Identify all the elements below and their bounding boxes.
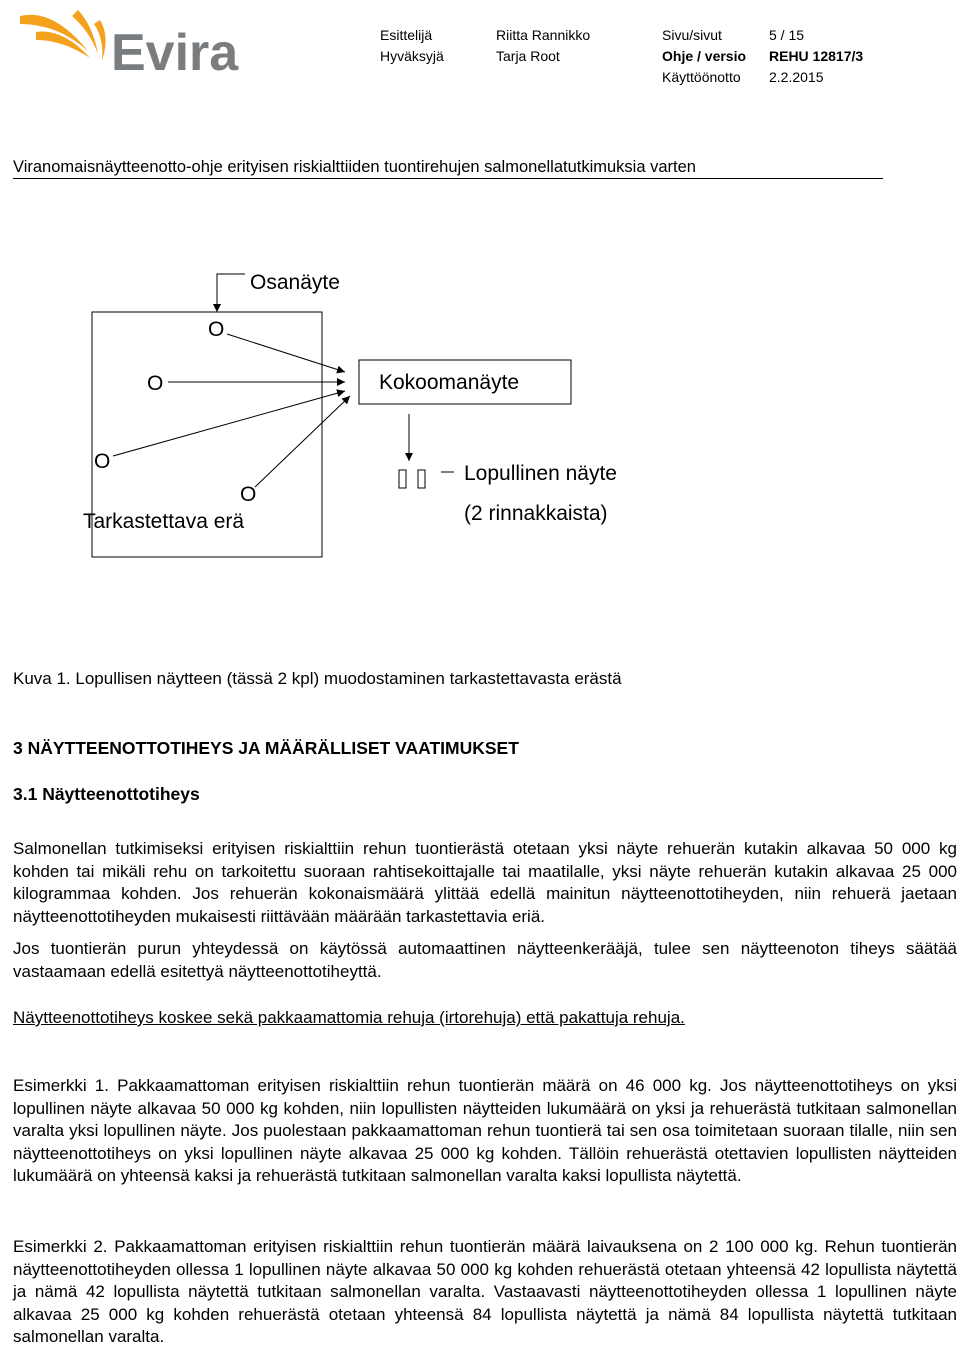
- approver-name: Tarja Root: [496, 48, 560, 64]
- paragraph-scope-note: Näytteenottotiheys koskee sekä pakkaamattomia rehuja (irtorehuja) että pakattuja rehuja.: [13, 1008, 685, 1027]
- figure-caption: Kuva 1. Lopullisen näytteen (tässä 2 kpl) muodostaminen tarkastettavasta erästä: [13, 669, 622, 688]
- page-value: 5 / 15: [769, 27, 805, 43]
- approver-label: Hyväksyjä: [380, 48, 444, 64]
- presenter-label: Esittelijä: [380, 27, 433, 43]
- arrow-sample-3: [113, 391, 345, 456]
- sample-point-2: O: [147, 372, 164, 395]
- label-subsample: Osanäyte: [250, 271, 340, 294]
- logo-text: Evira: [111, 24, 239, 78]
- page-label: Sivu/sivut: [662, 27, 722, 43]
- subsample-pointer: [217, 274, 245, 312]
- paragraph-sampling-density: Salmonellan tutkimiseksi erityisen riskialttiin rehun tuontierästä otetaan yksi näyte rehuerän kutakin alkavaa 50 000 kg kohden tai mikäli rehu on tarkoitettu suoraan rahtisekoittajalle tai maatilalle, yksi näyte rehuerän kutakin alkavaa 25 000 kilogrammaa kohden. Jos rehuerän kokonaismäärä ylittää edellä mainitun näytteenottotiheyden, niin rehuerä jaetaan näytteenottotiheyden mukaisesti riittävään määrään tarkastettavia eriä.: [13, 839, 957, 926]
- document-title: Viranomaisnäytteenotto-ohje erityisen riskialttiiden tuontirehujen salmonellatutkimuksia varten: [13, 158, 696, 176]
- label-lot: Tarkastettava erä: [83, 510, 245, 533]
- paragraph-example-2: Esimerkki 2. Pakkaamattoman erityisen riskialttiin rehun tuontierän määrä laivauksena on 2 100 000 kg. Rehun tuontierän näytteenottotiheyden ollessa 1 lopullinen näyte alkavaa 50 000 kg kohden rehuerästä otetaan yhteensä 42 lopullista näytettä ja nämä 42 lopullista näytettä tutkitaan salmonellan varalta. Vastaavasti näytteenottotiheyden ollessa 1 lopullinen näyte alkavaa 25 000 kg kohden rehuerästä otetaan yhteensä 84 lopullista näytettä ja nämä 84 lopullista näytettä tutkitaan salmonellan varalta.: [13, 1237, 957, 1347]
- sample-point-1: O: [208, 318, 225, 341]
- adoption-value: 2.2.2015: [769, 69, 824, 85]
- arrow-sample-1: [227, 334, 345, 372]
- paragraph-example-1: Esimerkki 1. Pakkaamattoman erityisen riskialttiin rehun tuontierän määrä on 46 000 kg. Jos näytteenottotiheys on yksi lopullinen näyte alkavaa 50 000 kg kohden, niin lopullisten näytteiden lukumäärä on yksi ja rehuerästä tutkitaan salmonellan varalta yksi lopullinen näyte. Jos puolestaan pakkaamattoman rehun tuontierä tai sen osa toimitetaan suoraan tilalle, niin sen näytteenottotiheys on yksi lopullinen näyte alkavaa 25 000 kg kohden. Tällöin rehuerästä otettavien lopullisten näytteiden lukumäärä on yhteensä kaksi ja rehuerästä tutkitaan salmonellan varalta kaksi lopullista näytettä.: [13, 1076, 957, 1186]
- paragraph-automatic-sampler: Jos tuontierän purun yhteydessä on käytössä automaattinen näytteenkerääjä, tulee sen näytteenoton tiheys säätää vastaamaan edellä esitettyä näytteenottotiheyttä.: [13, 939, 957, 981]
- adoption-label: Käyttöönotto: [662, 69, 741, 85]
- arrow-sample-4: [255, 396, 350, 487]
- sample-point-3: O: [94, 450, 111, 473]
- section-heading: 3 NÄYTTEENOTTOTIHEYS JA MÄÄRÄLLISET VAATIMUKSET: [13, 738, 519, 758]
- label-composite: Kokoomanäyte: [379, 371, 520, 394]
- doc-label: Ohje / versio: [662, 48, 747, 64]
- label-final-sample: Lopullinen näyte: [464, 462, 617, 485]
- presenter-name: Riitta Rannikko: [496, 27, 591, 43]
- label-final-sample-note: (2 rinnakkaista): [464, 502, 608, 525]
- sample-point-4: O: [240, 483, 257, 506]
- subsection-heading: 3.1 Näytteenottotiheys: [13, 784, 200, 804]
- final-sample-container-2: [418, 470, 425, 488]
- final-sample-container-1: [399, 470, 406, 488]
- doc-value: REHU 12817/3: [769, 48, 864, 64]
